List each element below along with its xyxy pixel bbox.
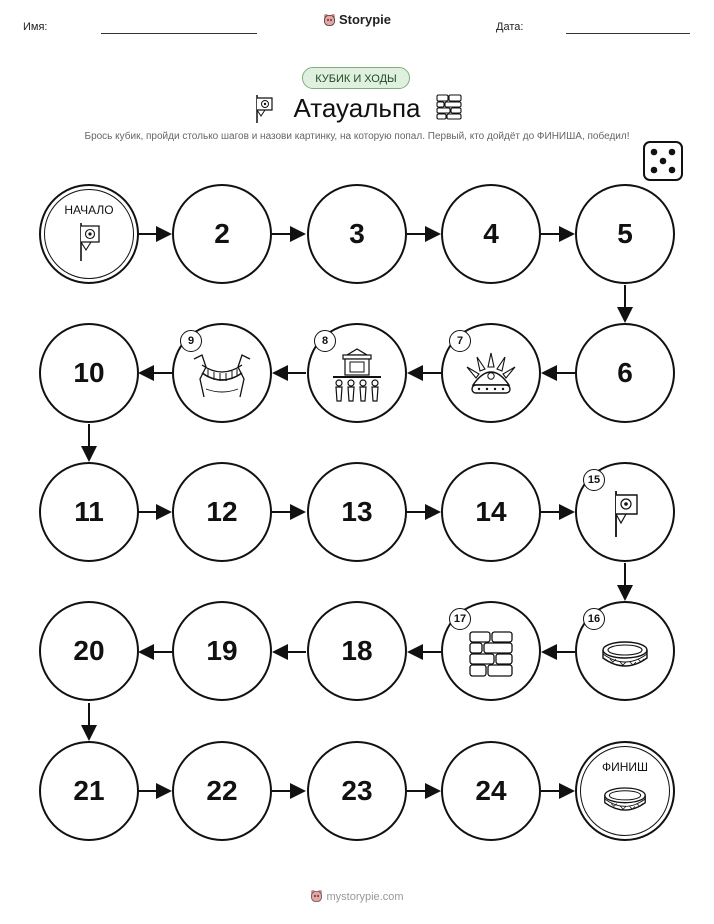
board-space-5[interactable] bbox=[575, 184, 675, 284]
board-space-12[interactable] bbox=[172, 462, 272, 562]
board-space-2[interactable] bbox=[172, 184, 272, 284]
space-badge: 7 bbox=[449, 330, 471, 352]
space-number: 13 bbox=[341, 496, 373, 527]
space-badge: 9 bbox=[180, 330, 202, 352]
space-number: 2 bbox=[214, 218, 230, 249]
mascot-icon bbox=[310, 889, 323, 906]
date-label: Дата: bbox=[496, 21, 524, 33]
space-number: 5 bbox=[617, 218, 633, 249]
space-badge: 8 bbox=[314, 330, 336, 352]
brand-name: Storypie bbox=[338, 12, 391, 27]
board-space-22[interactable] bbox=[172, 741, 272, 841]
finish-space[interactable] bbox=[575, 741, 675, 841]
space-number: 14 bbox=[475, 496, 507, 527]
footer-url[interactable]: mystorypie.com bbox=[326, 891, 404, 903]
rope-bridge-icon bbox=[192, 349, 252, 406]
space-number: 23 bbox=[341, 775, 373, 806]
space-number: 24 bbox=[475, 775, 507, 806]
space-badge: 17 bbox=[449, 608, 471, 630]
start-label: НАЧАЛО bbox=[64, 203, 114, 217]
finish-label: ФИНИШ bbox=[601, 760, 649, 774]
space-number: 12 bbox=[206, 496, 238, 527]
board-space-14[interactable] bbox=[441, 462, 541, 562]
space-number: 19 bbox=[206, 635, 238, 666]
board-space-23[interactable] bbox=[307, 741, 407, 841]
gold-ring-icon bbox=[600, 639, 650, 674]
board-space-3[interactable] bbox=[307, 184, 407, 284]
board-space-18[interactable] bbox=[307, 601, 407, 701]
board-space-6[interactable] bbox=[575, 323, 675, 423]
space-number: 10 bbox=[73, 357, 105, 388]
banner-flag-icon bbox=[77, 222, 101, 267]
board-space-24[interactable] bbox=[441, 741, 541, 841]
board-space-21[interactable] bbox=[39, 741, 139, 841]
space-number: 4 bbox=[483, 218, 499, 249]
board-space-13[interactable] bbox=[307, 462, 407, 562]
gold-ring-icon bbox=[602, 785, 648, 818]
page-title: Атауальпа bbox=[293, 93, 421, 123]
name-label: Имя: bbox=[23, 21, 48, 33]
board-space-19[interactable] bbox=[172, 601, 272, 701]
board-space-10[interactable] bbox=[39, 323, 139, 423]
sun-crown-icon bbox=[463, 349, 519, 408]
space-number: 21 bbox=[73, 775, 105, 806]
space-number: 18 bbox=[341, 635, 373, 666]
game-type-tag: КУБИК И ХОДЫ bbox=[302, 67, 410, 89]
banner-flag-icon bbox=[611, 490, 639, 543]
board-space-20[interactable] bbox=[39, 601, 139, 701]
board-space-11[interactable] bbox=[39, 462, 139, 562]
space-badge: 15 bbox=[583, 469, 605, 491]
board-space-4[interactable] bbox=[441, 184, 541, 284]
space-number: 3 bbox=[349, 218, 365, 249]
start-space[interactable] bbox=[39, 184, 139, 284]
space-number: 22 bbox=[206, 775, 238, 806]
footer bbox=[0, 889, 714, 906]
instructions: Брось кубик, пройди столько шагов и назови картинку, на которую попал. Первый, кто дойдёт до ФИНИША, победил! bbox=[84, 131, 630, 142]
royal-litter-icon bbox=[329, 347, 385, 408]
space-number: 11 bbox=[74, 496, 104, 527]
space-badge: 16 bbox=[583, 608, 605, 630]
space-number: 6 bbox=[617, 357, 633, 388]
stone-wall-icon bbox=[469, 631, 513, 682]
space-number: 20 bbox=[73, 635, 105, 666]
